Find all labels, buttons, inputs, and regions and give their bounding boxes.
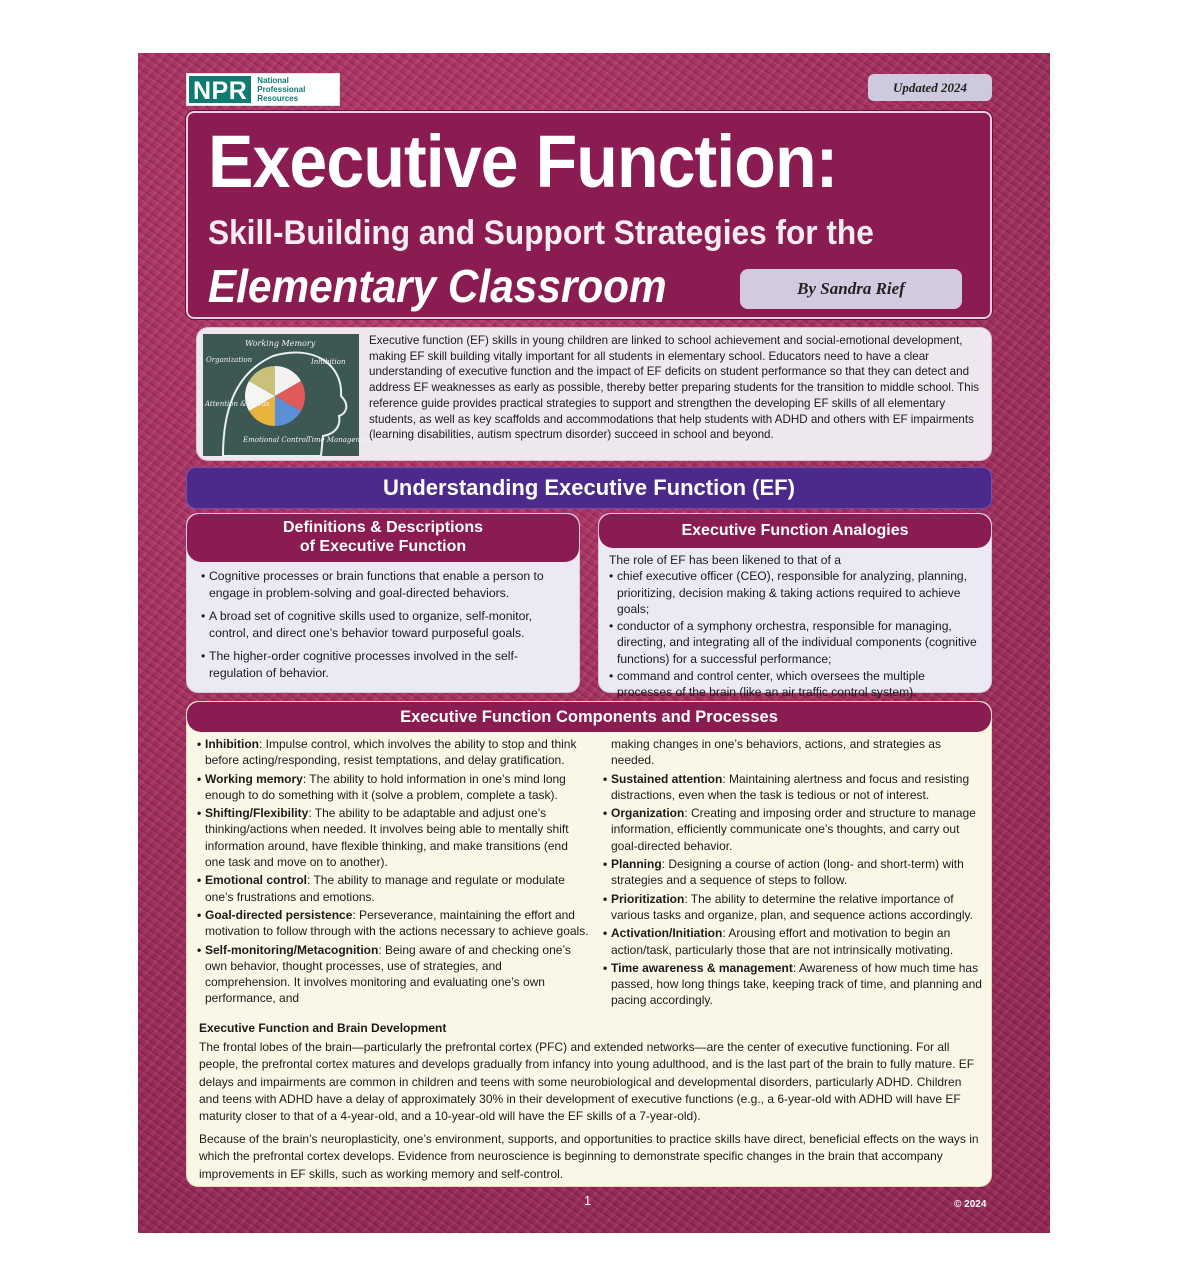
component-item (197, 771, 589, 804)
analogy-item: • chief executive officer (CEO), responsible for analyzing, planning, prioritizing, decision making & taking actions required to achieve goals; (609, 568, 983, 618)
component-item (603, 960, 987, 1009)
component-desc: : The ability to be adaptable and adjust one’s thinking/actions when needed. It involves being able to mentally shift information around, have flexible thinking, and make transitions (end one task and move on to another). (205, 806, 569, 870)
component-item (197, 942, 589, 1007)
component-term: Self-monitoring/Metacognition (205, 942, 379, 957)
component-desc: : Perseverance, maintaining the effort and motivation to follow through with the actions necessary to achieve goals. (205, 907, 589, 939)
component-term: Planning (611, 857, 662, 872)
definitions-heading (187, 514, 579, 562)
component-desc: : Creating and imposing order and structure to manage information, efficiently communicate one’s thoughts, and carry out goal-directed behavior. (611, 806, 976, 853)
img-label-working-memory: Working Memory (245, 339, 316, 348)
img-label-emotional-control: Emotional Control (243, 436, 309, 444)
definitions-heading-line-1: Definitions & Descriptions (282, 519, 484, 536)
component-item (603, 891, 987, 924)
component-desc: : Arousing effort and motivation to begin an action/task, particularly those that are not intrinsically motivating. (611, 926, 954, 957)
title-box (186, 111, 992, 319)
brain-development-paragraph: The frontal lobes of the brain—particularly the prefrontal cortex (PFC) and extended networks—are the center of executive functioning. For all people, the prefrontal cortex matures and develops gradually from infancy into young adulthood, and is the last part of the brain to fully mature. EF delays and impairments are common in children and teens with some neurobiological and developmental disorders, particularly ADHD. Children and teens with ADHD have a delay of approximately 30% in their development of executive functions (e.g., a 6-year-old with ADHD will have EF maturity closer to that of a 4-year-old, and a 10-year-old will have the EF skills of a 7-year-old). (199, 1040, 975, 1124)
img-label-time-management: Time Management (307, 436, 374, 444)
brain-development-section (199, 1020, 983, 1189)
component-term: Time awareness & management (611, 960, 793, 975)
component-item (197, 907, 589, 940)
page-subtitle-emphasis: Elementary Classroom (208, 260, 667, 312)
definition-item: • Cognitive processes or brain functions that enable a person to engage in problem-solving and goal-directed behaviors. (201, 568, 569, 601)
component-term: Shifting/Flexibility (205, 806, 309, 821)
definition-item: • The higher-order cognitive processes involved in the self-regulation of behavior. (201, 648, 569, 681)
analogy-item: • conductor of a symphony orchestra, responsible for managing, directing, and integrating all of the individual components (cognitive functions) for a successful performance; (609, 618, 983, 668)
component-item (603, 805, 987, 854)
components-right-list (603, 771, 987, 1009)
analogies-heading: Executive Function Analogies (599, 514, 991, 548)
component-term: Emotional control (205, 873, 307, 888)
section-banner: Understanding Executive Function (EF) (186, 467, 992, 509)
component-desc: : The ability to manage and regulate or modulate one’s frustrations and emotions. (205, 873, 565, 904)
logo-line-1: National (257, 76, 289, 85)
page-number: 1 (584, 1193, 592, 1208)
component-desc: : Impulse control, which involves the ability to stop and think before acting/responding, resist temptations, and delay gratification. (205, 737, 577, 768)
img-label-attention: Attention & Focus (205, 400, 270, 408)
component-item (197, 736, 589, 769)
guide-sheet (138, 53, 1050, 1233)
img-label-inhibition: Inhibition (311, 358, 346, 366)
analogy-item: • command and control center, which oversees the multiple processes of the brain (like an air traffic control system). (609, 668, 983, 701)
definitions-box (186, 513, 580, 693)
component-item (603, 856, 987, 889)
logo-text (253, 76, 305, 103)
ef-chalkboard-illustration (203, 334, 374, 456)
components-left-column (197, 736, 589, 1009)
img-label-organization: Organization (206, 356, 253, 364)
definitions-heading-line-2: of Executive Function (299, 538, 467, 555)
analogies-box (598, 513, 992, 700)
components-box (186, 701, 992, 1187)
intro-text: Executive function (EF) skills in young children are linked to school achievement and social-emotional development, making EF skill building vitally important for all students in elementary school. Educators need to have a clear understanding of executive function and the impact of EF deficits on student performance so that they can detect and address EF weaknesses as early as possible, thereby better preparing students for the transition to middle school. This reference guide provides practical strategies to support and strengthen the developing EF skills of all elementary students, as well as key scaffolds and accommodations that help students with ADHD and others with EF impairments (learning disabilities, autism spectrum disorder) succeed in school and beyond. (369, 334, 980, 442)
components-left-list (197, 736, 589, 1007)
brain-development-title: Executive Function and Brain Development (199, 1021, 447, 1035)
updated-badge: Updated 2024 (868, 74, 992, 101)
components-heading: Executive Function Components and Processes (187, 702, 991, 732)
logo-abbr: NPR (187, 74, 253, 105)
npr-logo (186, 73, 340, 106)
component-item (603, 771, 987, 804)
component-item (197, 872, 589, 905)
component-desc: : Designing a course of action (long- and short-term) with strategies and a sequence of steps to follow. (611, 857, 964, 888)
component-desc: : Maintaining alertness and focus and resisting distractions, even when the task is tedious or not of interest. (611, 771, 970, 802)
component-item (603, 925, 987, 958)
component-continuation: making changes in one’s behaviors, actions, and strategies as needed. (611, 737, 941, 768)
component-item (197, 805, 589, 870)
intro-panel (196, 327, 992, 461)
logo-line-2: Professional (257, 85, 306, 94)
analogies-list (599, 568, 991, 701)
copyright: © 2024 (954, 1199, 987, 1210)
component-term: Inhibition (205, 737, 259, 751)
component-term: Goal-directed persistence (205, 907, 353, 922)
component-term: Activation/Initiation (611, 926, 723, 941)
ef-pie-head-graphic (203, 334, 374, 456)
definition-item: • A broad set of cognitive skills used to organize, self-monitor, control, and direct one’s behavior toward purposeful goals. (201, 608, 569, 641)
components-right-column (603, 736, 987, 1011)
component-desc: : Awareness of how much time has passed, how long things take, keeping track of time, and planning and pacing accordingly. (611, 960, 982, 1008)
component-term: Sustained attention (611, 771, 723, 786)
component-term: Working memory (205, 771, 303, 786)
component-desc: : Being aware of and checking one’s own behavior, thought processes, use of strategies, and comprehension. It involves monitoring and evaluating one’s own performance, and (205, 942, 571, 1006)
component-desc: : The ability to determine the relative importance of various tasks and organize, plan, and sequence actions accordingly. (611, 891, 973, 922)
brain-development-paragraph: Because of the brain’s neuroplasticity, one’s environment, supports, and opportunities to practice skills have direct, beneficial effects on the ways in which the prefrontal cortex develops. Evidence from neuroscience is beginning to demonstrate specific changes in the brain that accompany improvements in EF skills, such as working memory and self-control. (199, 1132, 979, 1181)
analogies-intro: The role of EF has been likened to that of a (609, 553, 841, 567)
component-desc: : The ability to hold information in one’s mind long enough to do something with it (solve a problem, complete a task). (205, 771, 566, 802)
component-term: Organization (611, 806, 685, 821)
author-badge: By Sandra Rief (740, 269, 962, 309)
page-title: Executive Function: (208, 120, 838, 203)
page-subtitle: Skill-Building and Support Strategies for the (208, 214, 874, 252)
component-term: Prioritization (611, 891, 685, 906)
definitions-list (187, 562, 579, 681)
logo-line-3: Resources (257, 94, 299, 103)
